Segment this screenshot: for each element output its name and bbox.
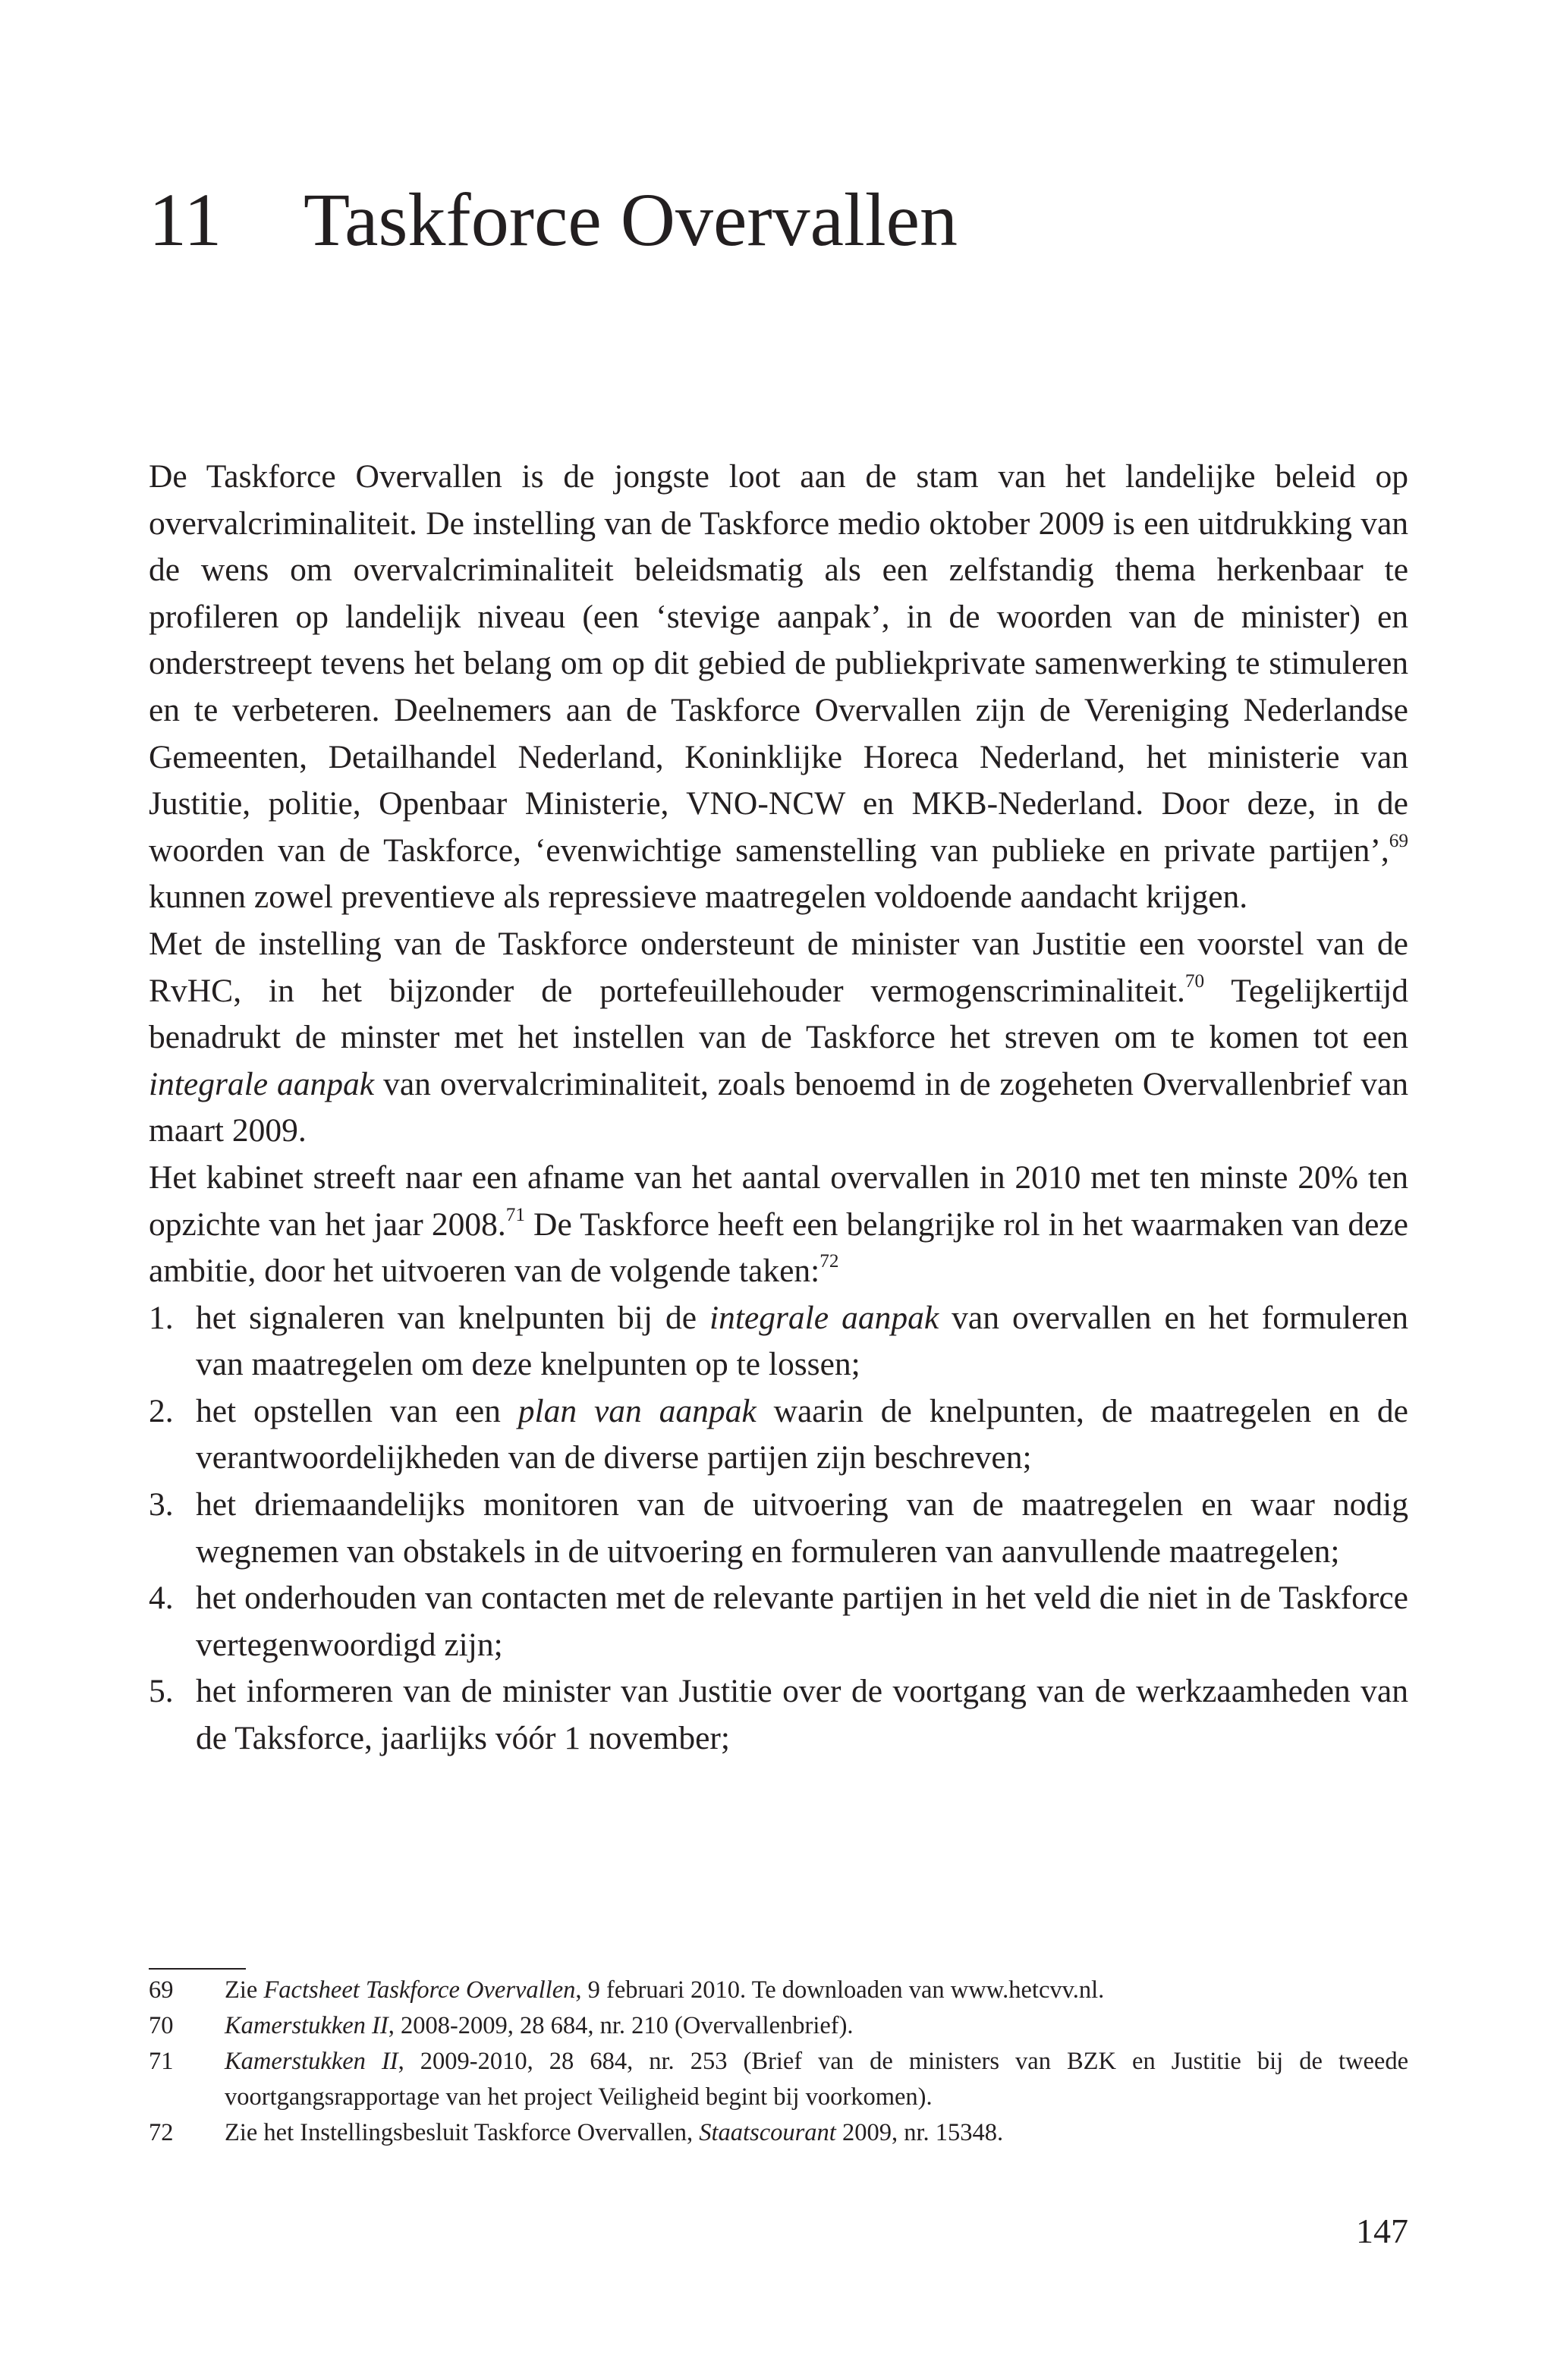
list-text: het opstellen van een [196, 1392, 518, 1429]
footnote-number: 71 [149, 2048, 174, 2075]
emphasis-integrale-aanpak: integrale aanpak [149, 1065, 375, 1102]
list-text: het driemaandelijks monitoren van de uitvoering van de maatregelen en waar nodig wegnemen van obstakels in de uitvoering en formuleren van aanvullende maatregelen; [196, 1486, 1408, 1570]
paragraph-text: kunnen zowel preventieve als repressieve maatregelen voldoende aandacht krijgen. [149, 879, 1248, 916]
list-item [149, 1575, 1408, 1668]
footnote-71 [149, 2044, 1408, 2115]
footnote-divider [149, 1968, 246, 1970]
list-text: waarin de knelpunten, de maatregelen en de verantwoordelijkheden van de diverse partijen zijn beschreven; [196, 1392, 1408, 1476]
footnote-72 [149, 2115, 1408, 2151]
footnote-text: Zie het Instellingsbesluit Taskforce Overvallen, [225, 2119, 700, 2146]
footnote-69 [149, 1973, 1408, 2008]
footnote-number: 70 [149, 2012, 174, 2039]
footnotes [149, 1973, 1408, 2151]
paragraph-kabinet [149, 1155, 1408, 1295]
paragraph-text: Het kabinet streeft naar een afname van het aantal overvallen in 2010 met ten minste 20% ten opzichte van het jaar 2008. [149, 1159, 1408, 1243]
paragraph-text: van overvalcriminaliteit, zoals benoemd in de zogeheten Overvallenbrief van maart 2009. [149, 1065, 1408, 1149]
chapter-number: 11 [149, 178, 222, 262]
emphasis-plan-van-aanpak: plan van aanpak [517, 1392, 757, 1429]
paragraph-intro [149, 454, 1408, 921]
list-number: 1. [149, 1299, 174, 1336]
footnote-italic: Kamerstukken II [225, 2048, 398, 2075]
chapter-title: Taskforce Overvallen [304, 178, 958, 262]
task-list [149, 1295, 1408, 1762]
list-text: van overvallen en het formuleren van maatregelen om deze knelpunten op te lossen; [196, 1299, 1408, 1383]
list-number: 4. [149, 1580, 174, 1617]
footnote-text: Zie [225, 1976, 264, 2004]
footnote-italic: Staatscourant [699, 2119, 836, 2146]
body-text [149, 454, 1408, 1762]
list-item [149, 1482, 1408, 1575]
footnote-text: , 9 februari 2010. Te downloaden van www.hetcvv.nl. [575, 1976, 1105, 2004]
emphasis-integrale-aanpak: integrale aanpak [709, 1299, 939, 1336]
list-text: het signaleren van knelpunten bij de [196, 1299, 710, 1336]
footnote-ref-71: 71 [505, 1204, 525, 1225]
paragraph-minister [149, 921, 1408, 1155]
list-text: het informeren van de minister van Justitie over de voortgang van de werkzaamheden van de Taksforce, jaarlijks vóór 1 november; [196, 1673, 1408, 1757]
footnote-italic: Factsheet Taskforce Overvallen [263, 1976, 576, 2004]
footnote-number: 72 [149, 2119, 174, 2146]
chapter-heading [149, 178, 958, 262]
footnote-number: 69 [149, 1976, 174, 2004]
paragraph-text: Tegelijkertijd benadrukt de minster met het instellen van de Taskforce het streven om te komen tot een [149, 972, 1408, 1056]
list-item [149, 1668, 1408, 1762]
paragraph-text: De Taskforce heeft een belangrijke rol in het waarmaken van deze ambitie, door het uitvoeren van de volgende taken: [149, 1206, 1408, 1290]
list-number: 5. [149, 1673, 174, 1710]
list-item [149, 1388, 1408, 1482]
page-number: 147 [1356, 2212, 1408, 2250]
list-text: het onderhouden van contacten met de relevante partijen in het veld die niet in de Taskforce vertegenwoordigd zijn; [196, 1580, 1408, 1663]
list-number: 2. [149, 1392, 174, 1429]
footnote-text: 2009, nr. 15348. [835, 2119, 1004, 2146]
paragraph-text: Met de instelling van de Taskforce ondersteunt de minister van Justitie een voorstel van de RvHC, in het bijzonder de portefeuillehouder vermogenscriminaliteit. [149, 925, 1408, 1009]
list-number: 3. [149, 1486, 174, 1523]
paragraph-text: De Taskforce Overvallen is de jongste loot aan de stam van het landelijke beleid op overvalcriminaliteit. De instelling van de Taskforce medio oktober 2009 is een uitdrukking van de wens om overvalcriminaliteit beleidsmatig als een zelfstandig thema herkenbaar te profileren op landelijk niveau (een ‘stevige aanpak’, in de woorden van de minister) en onderstreept tevens het belang om op dit gebied de publiekprivate samenwerking te stimuleren en te verbeteren. Deelnemers aan de Taskforce Overvallen zijn de Vereniging Nederlandse Gemeenten, Detailhandel Nederland, Koninklijke Horeca Nederland, het ministerie van Justitie, politie, Openbaar Ministerie, VNO-NCW en MKB-Nederland. Door deze, in de woorden van de Taskforce, ‘evenwichtige samenstelling van publieke en private partijen’, [149, 458, 1408, 869]
footnote-ref-72: 72 [819, 1251, 839, 1272]
list-item [149, 1295, 1408, 1388]
footnote-70 [149, 2008, 1408, 2044]
footnote-text: , 2009-2010, 28 684, nr. 253 (Brief van de ministers van BZK en Justitie bij de tweede voortgangsrapportage van het project Veiligheid begint bij voorkomen). [225, 2048, 1408, 2111]
footnote-ref-70: 70 [1184, 970, 1205, 992]
footnote-ref-69: 69 [1389, 830, 1408, 851]
footnote-italic: Kamerstukken II [225, 2012, 388, 2039]
footnote-text: , 2008-2009, 28 684, nr. 210 (Overvallenbrief). [388, 2012, 854, 2039]
